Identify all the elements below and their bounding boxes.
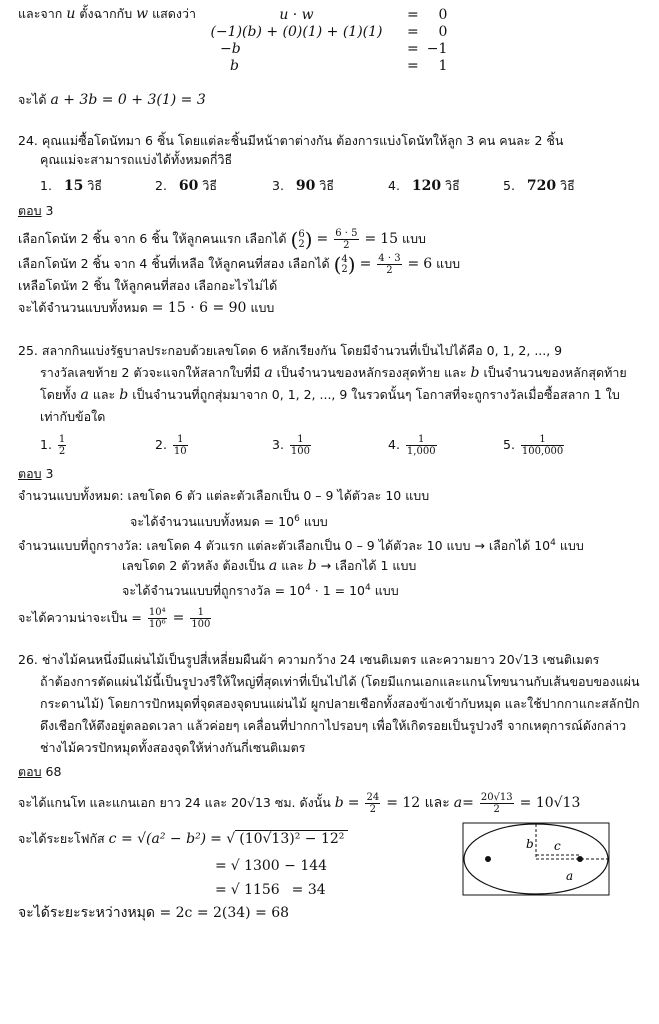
step-text: เลขโดด 2 ตัวหลัง ต้องเป็น <box>122 558 265 573</box>
q24-step3: เหลือโดนัท 2 ชิ้น ให้ลูกคนที่สอง เลือกอะไรไม่ได้ <box>18 278 278 293</box>
eq-sign: = <box>407 23 419 40</box>
q24-step1: เลือกโดนัท 2 ชิ้น จาก 6 ชิ้น ให้ลูกคนแรก เลือกได้ ( 6 2 ) = $\frac{6 \cdot 5}{2}$ = 15 แบบ <box>18 227 426 252</box>
unit: แบบ <box>436 256 461 271</box>
step-math: = 10√13 <box>519 795 581 811</box>
step-math: = 12 และ <box>386 795 450 811</box>
step-math: = 15 · 6 = 90 <box>151 300 247 316</box>
choice-num: 5. <box>503 178 515 193</box>
binomial: 6 2 <box>298 228 305 250</box>
q25-choice-2[interactable] <box>155 430 190 460</box>
var-a: a <box>268 558 278 574</box>
step-text: เลือกโดนัท 2 ชิ้น จาก 6 ชิ้น ให้ลูกคนแรก เลือกได้ <box>18 231 287 246</box>
intro-text: แสดงว่า <box>152 6 197 21</box>
fraction: $\frac{1}{100}$ <box>191 607 211 630</box>
q25-text <box>40 387 620 403</box>
choice-num: 4. <box>388 178 400 193</box>
question-text: คุณแม่ซื้อโดนัทมา 6 ชิ้น โดยแต่ละชิ้นมีหน้าตาต่างกัน ต้องการแบ่งโดนัทให้ลูก 3 คน คนละ 2 ชิ้น <box>41 133 564 148</box>
fraction: $\frac{20√13}{2}$ <box>480 792 513 815</box>
choice-unit: วิธี <box>319 178 334 193</box>
choice-num: 5. <box>503 437 515 452</box>
choice-num: 2. <box>155 437 167 452</box>
choice-value: 60 <box>178 178 199 194</box>
q24-text <box>18 133 563 149</box>
q25-choice-5[interactable] <box>503 430 566 460</box>
q26-step4: = √ 1156 = 34 <box>215 882 326 898</box>
q25-choice-1[interactable] <box>40 430 68 460</box>
eq-lhs: (−1)(b) + (0)(1) + (1)(1) <box>210 23 383 40</box>
choice-unit: วิธี <box>560 178 575 193</box>
choice-fraction: $\frac{1}{10}$ <box>173 434 187 457</box>
q25-step6: จะได้ความน่าจะเป็น = $\frac{\text{10⁴}}{\text{10⁶}}$ = $\frac{1}{100}$ <box>18 607 211 630</box>
var-b: b <box>334 795 344 811</box>
q25-text <box>18 343 562 359</box>
label-c: c <box>554 839 561 853</box>
step-text: · 1 = 10 <box>314 583 365 599</box>
q26-step1: จะได้แกนโท และแกนเอก ยาว 24 และ 20√13 ซม. ดังนั้น b = $\frac{24}{2}$ = 12 และ a= $\frac{20√13}{2}$ = 10√13 <box>18 792 581 815</box>
choice-fraction: $\frac{1}{100}$ <box>290 434 311 457</box>
choice-fraction: $\frac{1}{100,000}$ <box>521 434 564 457</box>
question-text: กระดานไม้) โดยการปักหมุดที่จุดสองจุดบนแผ่นไม้ ผูกปลายเชือกทั้งสองข้างเข้ากับหมุด และใช้ปากกาแกะสลักปัก <box>40 696 640 711</box>
question-text: ช่างไม้ควรปักหมุดทั้งสองจุดให้ห่างกันกี่เซนติเมตร <box>40 740 306 755</box>
choice-value: 720 <box>526 178 557 194</box>
step-result: = 34 <box>291 882 326 898</box>
question-text: เป็นจำนวนของหลักสุดท้าย <box>483 365 627 380</box>
unit: แบบ <box>559 538 584 554</box>
step-text: → เลือกได้ 1 แบบ <box>320 558 417 573</box>
step-text: จะได้ระยะโฟกัส <box>18 831 105 846</box>
eq-sign: = <box>407 256 420 272</box>
q25-step1: จำนวนแบบทั้งหมด: เลขโดด 6 ตัว แต่ละตัวเลือกเป็น 0 – 9 ได้ตัวละ 10 แบบ <box>18 488 430 503</box>
q24-step4 <box>18 300 274 316</box>
q26-text <box>18 652 599 668</box>
var-b: b <box>307 558 317 574</box>
step-text: จะได้ความน่าจะเป็น = <box>18 610 142 625</box>
step-math: (10√13)² − 12² <box>235 830 348 847</box>
intro-text: ตั้งฉากกับ <box>79 6 133 21</box>
q24-choice-1[interactable] <box>40 178 102 194</box>
answer-value: 3 <box>45 466 54 481</box>
unit: แบบ <box>303 514 328 530</box>
unit: แบบ <box>402 231 426 246</box>
choice-num: 4. <box>388 437 400 452</box>
ellipse-figure <box>462 822 612 896</box>
choice-num: 2. <box>155 178 167 193</box>
choice-num: 3. <box>272 437 284 452</box>
step-text: จะได้จำนวนแบบที่ถูกรางวัล = 10 <box>122 583 306 599</box>
q25-step2 <box>130 511 328 530</box>
choice-value: 90 <box>295 178 316 194</box>
eq-rhs: 0 <box>438 23 448 40</box>
choice-num: 1. <box>40 178 52 193</box>
binomial: 4 2 <box>341 253 348 275</box>
eq-sign: = <box>407 57 419 74</box>
step-math: √ 1300 − 144 <box>230 858 328 874</box>
question-text: คุณแม่จะสามารถแบ่งได้ทั้งหมดกี่วิธี <box>40 152 233 167</box>
intro-text: และจาก <box>18 6 63 21</box>
q25-choice-3[interactable] <box>272 430 313 460</box>
eq-rhs: 0 <box>438 6 448 23</box>
q25-text <box>40 365 627 381</box>
eq-sign: = <box>316 231 329 247</box>
eq-sign: = <box>359 256 372 272</box>
choice-fraction: $\frac{1}{1,000}$ <box>406 434 436 457</box>
eq-rhs: 1 <box>438 57 448 74</box>
choice-value: 15 <box>63 178 84 194</box>
choice-fraction: $\frac{1}{2}$ <box>58 434 66 457</box>
fraction: $\frac{4 \cdot 3}{2}$ <box>378 253 401 276</box>
result-math: a + 3b = 0 + 3(1) = 3 <box>50 92 206 108</box>
answer-label: ตอบ <box>18 203 42 218</box>
question-text: โดยทั้ง <box>40 387 77 402</box>
answer-label: ตอบ <box>18 764 42 779</box>
choice-unit: วิธี <box>445 178 460 193</box>
var-a: a <box>80 387 89 403</box>
step-result: 15 <box>380 231 399 247</box>
question-text: ดึงเชือกให้ตึงอยู่ตลอดเวลา แล้วค่อยๆ เคลื่อนที่ปากกาไปรอบๆ เพื่อให้เกิดรอยเป็นรูปวงรี จากเหตุการณ์ดังกล่าว <box>40 718 627 733</box>
question-number: 24. <box>18 133 38 148</box>
question-number: 25. <box>18 343 38 358</box>
q25-answer <box>18 466 54 482</box>
question-text: เป็นจำนวนที่ถูกสุ่มมาจาก 0, 1, 2, ..., 9 ในรวดนั้นๆ โอกาสที่จะถูกรางวัลเมื่อซื้อสลาก 1 ใบ <box>132 387 620 402</box>
label-b: b <box>526 837 534 851</box>
step-text: เลือกโดนัท 2 ชิ้น จาก 4 ชิ้นที่เหลือ ให้ลูกคนที่สอง เลือกได้ <box>18 256 330 271</box>
choice-value: 120 <box>411 178 442 194</box>
eq-sign: = <box>364 231 377 247</box>
q25-step5 <box>122 580 399 599</box>
question-text: สลากกินแบ่งรัฐบาลประกอบด้วยเลขโดด 6 หลักเรียงกัน โดยมีจำนวนที่เป็นไปได้คือ 0, 1, 2, ..., 9 <box>41 343 563 358</box>
q24-step2: เลือกโดนัท 2 ชิ้น จาก 4 ชิ้นที่เหลือ ให้ลูกคนที่สอง เลือกได้ ( 4 2 ) = $\frac{4 \cdot 3}{2}$ = 6 แบบ <box>18 252 461 277</box>
eq-lhs: b <box>230 57 239 74</box>
var-a: a <box>264 365 273 381</box>
fraction: $\frac{\text{10⁴}}{\text{10⁶}}$ <box>148 607 166 630</box>
label-a: a <box>566 869 574 883</box>
question-text: รางวัลเลขท้าย 2 ตัวจะแจกให้สลากใบที่มี <box>40 365 261 380</box>
vector-w: w <box>136 6 149 22</box>
question-text: และ <box>92 387 116 402</box>
unit: แบบ <box>250 300 275 315</box>
q26-step3: = √ 1300 − 144 <box>215 858 328 874</box>
q24-choice-4[interactable] <box>388 178 460 194</box>
step-text: จะได้จำนวนแบบทั้งหมด = 10 <box>130 514 295 530</box>
fraction: $\frac{24}{2}$ <box>366 792 380 815</box>
q24-answer <box>18 203 54 219</box>
answer-value: 68 <box>45 764 62 779</box>
q24-choice-2[interactable] <box>155 178 217 194</box>
eq-rhs: −1 <box>426 40 448 57</box>
question-text: เท่ากับข้อใด <box>40 409 106 424</box>
eq-sign: = <box>407 40 419 57</box>
var-a: a <box>453 795 463 811</box>
q26-step2: จะได้ระยะโฟกัส c = √(a² − b²) = √ (10√13)² − 12² <box>18 830 348 847</box>
step-math: จะได้ระยะระหว่างหมุด = 2c = 2(34) = 68 <box>18 905 290 921</box>
q26-step5 <box>18 905 289 921</box>
eq-lhs: u · w <box>279 6 314 23</box>
choice-unit: วิธี <box>202 178 217 193</box>
choice-num: 3. <box>272 178 284 193</box>
q25-step4 <box>122 558 416 574</box>
q26-answer <box>18 764 61 780</box>
q24-choice-3[interactable] <box>272 178 334 194</box>
var-b: b <box>470 365 480 381</box>
q25-choice-4[interactable] <box>388 430 439 460</box>
step-result: 6 <box>423 256 433 272</box>
unit: แบบ <box>374 583 399 599</box>
step-text: จำนวนแบบที่ถูกรางวัล: เลขโดด 4 ตัวแรก แต่ละตัวเลือกเป็น 0 – 9 ได้ตัวละ 10 แบบ → เลือกได้ 10 <box>18 538 551 554</box>
intro-line <box>18 6 196 22</box>
fraction: $\frac{6 \cdot 5}{2}$ <box>335 228 358 251</box>
step-math: √ 1156 <box>230 882 280 898</box>
exponent: 4 <box>305 583 311 593</box>
exponent: 6 <box>294 514 300 524</box>
question-text: ถ้าต้องการตัดแผ่นไม้นี้เป็นรูปวงรีให้ใหญ่ที่สุดเท่าที่เป็นไปได้ (โดยมีแกนเอกและแกนโทขนานกับเส้นขอบของแผ่น <box>40 674 640 689</box>
exponent: 4 <box>550 538 556 548</box>
equation-table <box>190 6 451 74</box>
step-text: และ <box>281 558 304 573</box>
eq-lhs: −b <box>220 40 241 57</box>
focus-point <box>485 856 491 862</box>
answer-label: ตอบ <box>18 466 42 481</box>
exponent: 4 <box>365 583 371 593</box>
q24-choice-5[interactable] <box>503 178 575 194</box>
question-text: เป็นจำนวนของหลักรองสุดท้าย และ <box>276 365 467 380</box>
intro-result <box>18 92 206 108</box>
vector-u: u <box>66 6 76 22</box>
q25-step3 <box>18 535 584 554</box>
var-b: b <box>119 387 129 403</box>
step-text: จะได้แกนโท และแกนเอก ยาว 24 และ 20√13 ซม. ดังนั้น <box>18 795 331 810</box>
result-label: จะได้ <box>18 92 47 107</box>
choice-num: 1. <box>40 437 52 452</box>
answer-value: 3 <box>45 203 54 218</box>
step-math: c = √(a² − b²) <box>108 831 207 847</box>
question-text: ช่างไม้คนหนึ่งมีแผ่นไม้เป็นรูปสี่เหลี่ยมผืนผ้า ความกว้าง 24 เซนติเมตร และความยาว 20√13 เซนติเมตร <box>41 652 600 667</box>
step-text: จะได้จำนวนแบบทั้งหมด <box>18 300 148 315</box>
question-number: 26. <box>18 652 38 667</box>
eq-sign: = <box>407 6 419 23</box>
choice-unit: วิธี <box>87 178 102 193</box>
